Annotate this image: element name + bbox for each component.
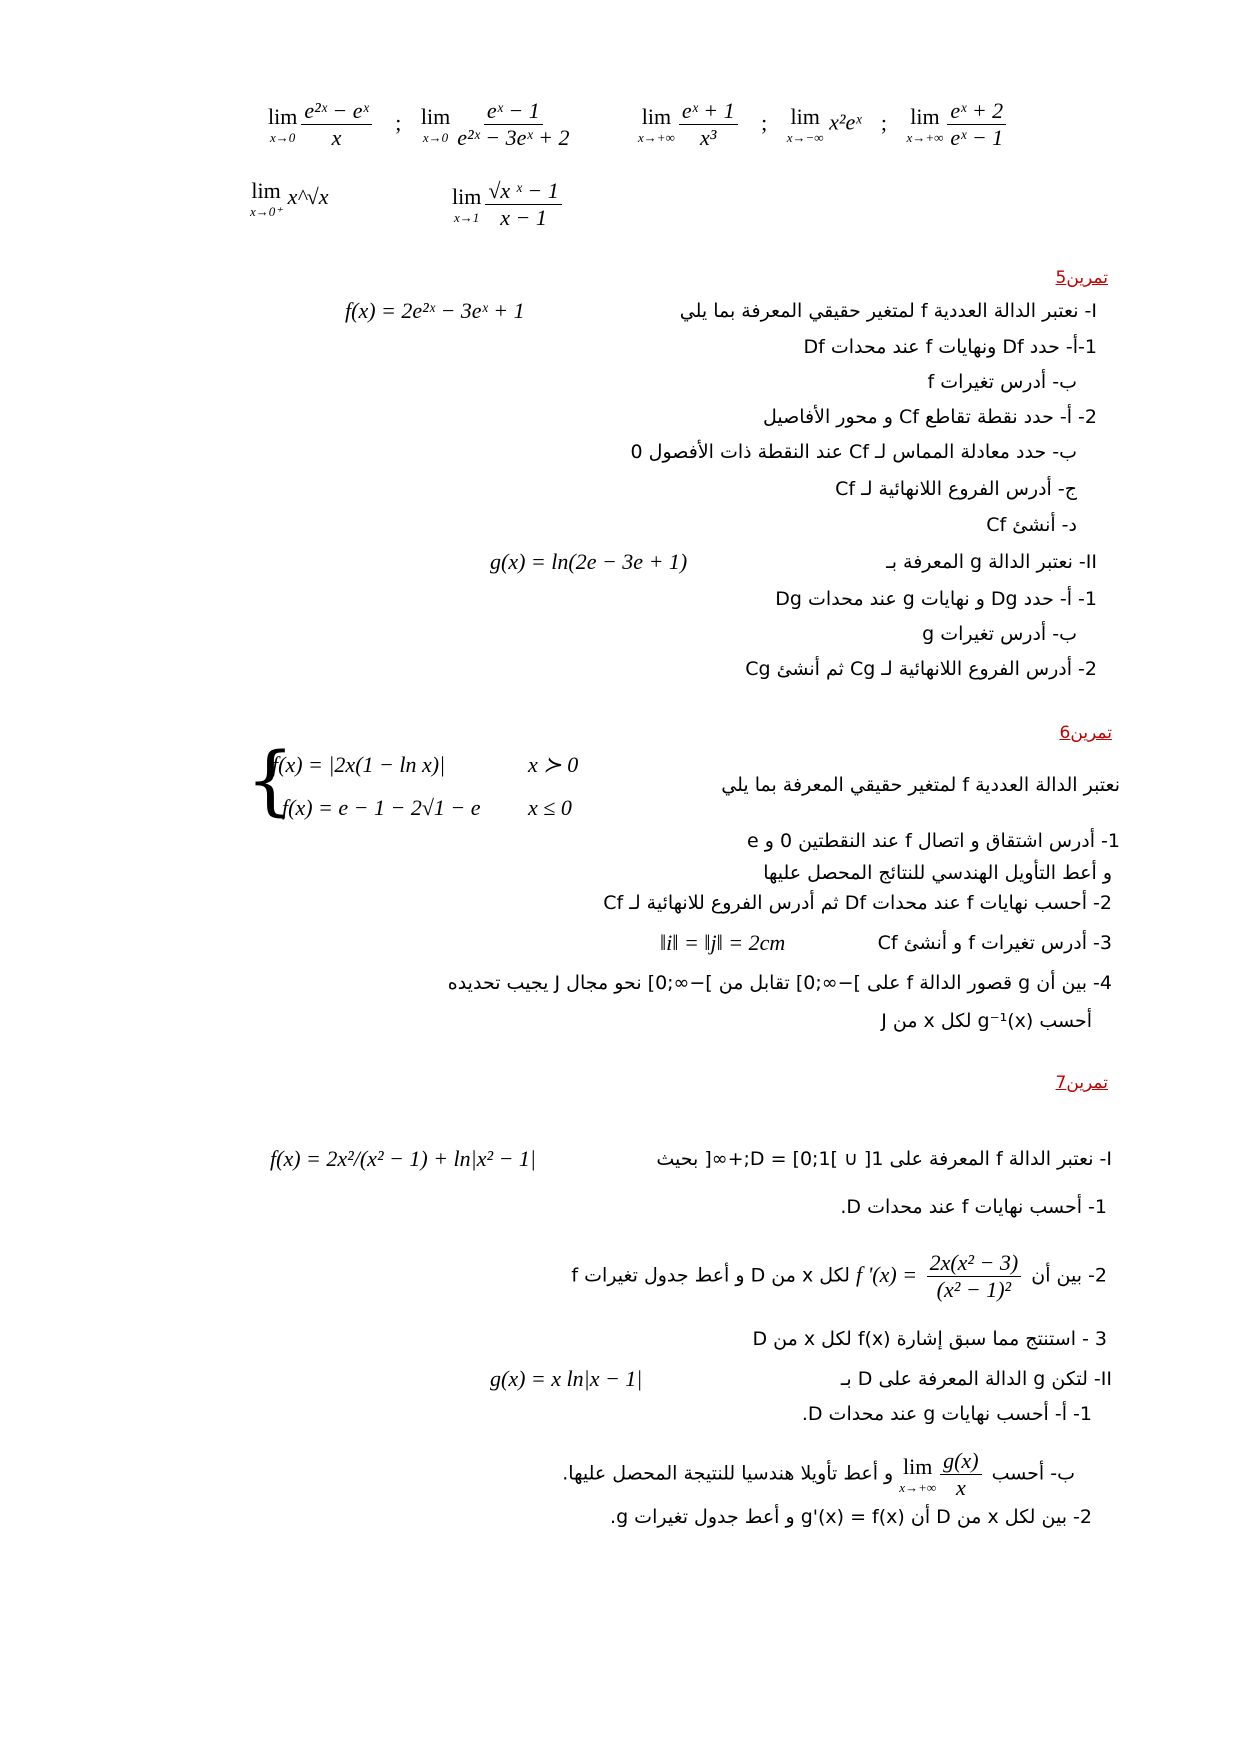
ex5-g1a: 1- أ- حدد Dg و نهايات g عند محدات Dg	[775, 588, 1097, 610]
ex5-q2c: ج- أدرس الفروع اللانهائية لـ Cf	[835, 478, 1077, 500]
ex6-intro: نعتبر الدالة العددية f لمتغير حقيقي المعرفة بما يلي	[721, 774, 1120, 796]
ex6-case1-formula: f(x) = |2x(1 − ln x)|	[272, 752, 446, 777]
ex6-q1b: و أعط التأويل الهندسي للنتائج المحصل عليها	[763, 862, 1112, 884]
ex5-part2-statement: II- نعتبر الدالة g المعرفة بـ	[886, 551, 1097, 573]
ex6-case1-condition: x ≻ 0	[528, 752, 579, 777]
limit-7: lim x→1	[452, 183, 482, 225]
ex6-case2-condition: x ≤ 0	[528, 795, 572, 820]
ex7-g-formula: g(x) = x ln|x − 1|	[490, 1366, 643, 1391]
ex5-q2a: 2- أ- حدد نقطة تقاطع Cf و محور الأفاصيل	[763, 406, 1097, 428]
ex6-q3: 3- أدرس تغيرات f و أنشئ Cf	[877, 932, 1112, 954]
exercise-7-title: تمرين7	[1055, 1073, 1108, 1093]
ex7-g-limit: lim x→+∞ $\frac{g(x)}{x}$	[899, 1460, 985, 1485]
ex5-g1b: ب- أدرس تغيرات g	[922, 623, 1077, 645]
limits-row-1b: lim x→+∞ $\frac{\text{eˣ + 1}}{\text{x³}}$ ; lim x→−∞ x²eˣ ; lim x→+∞ $\frac{\text{eˣ + 2}}{\text{eˣ − 1}}$	[638, 98, 1010, 151]
limit-4: lim x→−∞	[786, 103, 824, 145]
limits-row-1: lim x→0 $\frac{\text{e²ˣ − eˣ}}{x}$ ; lim x→0 $\frac{\text{eˣ − 1}}{\text{e²ˣ − 3eˣ + 2}}$	[268, 98, 570, 150]
ex5-q1a: 1-أ- حدد Df ونهايات f عند محدات Df	[803, 336, 1097, 358]
ex7-part2-statement: II- لتكن g الدالة المعرفة على D بـ	[840, 1368, 1112, 1390]
limit-6: lim x→0⁺	[250, 178, 283, 219]
ex7-fprime-formula: f '(x) = $\frac{\text{2x(x² − 3)}}{\text{(x² − 1)²}}$	[856, 1262, 1025, 1287]
ex5-f-formula: f(x) = 2e²ˣ − 3eˣ + 1	[345, 298, 525, 323]
ex5-g2: 2- أدرس الفروع اللانهائية لـ Cg ثم أنشئ Cg	[745, 658, 1097, 680]
ex6-q1: 1- أدرس اشتقاق و اتصال f عند النقطتين 0 و e	[746, 830, 1120, 852]
limit-3: lim x→+∞	[638, 103, 675, 145]
limit-5: lim x→+∞	[906, 103, 944, 145]
limit-2: lim x→0	[420, 103, 451, 145]
limits-row-2: lim x→0⁺ x^√x	[250, 178, 329, 219]
ex6-unit-vectors: ‖i‖ = ‖j‖ = 2cm	[660, 930, 786, 955]
ex5-g-formula: g(x) = ln(2e − 3e + 1)	[490, 549, 688, 574]
ex7-part1-statement: I- نعتبر الدالة f المعرفة على D = [0;1[ ∪ ]1;+∞[ بحيث	[656, 1148, 1112, 1170]
ex5-part1-statement: I- نعتبر الدالة العددية f لمتغير حقيقي المعرفة بما يلي	[679, 300, 1097, 322]
ex6-case2-formula: f(x) = e − 1 − 2√1 − e	[282, 795, 481, 820]
ex6-q2: 2- أحسب نهايات f عند محدات Df ثم أدرس الفروع للانهائية لـ Cf	[603, 892, 1112, 914]
ex6-q4b: أحسب g⁻¹(x) لكل x من J	[881, 1010, 1092, 1032]
ex7-q2: 2- بين أن f '(x) = $\frac{\text{2x(x² − 3)}}{\text{(x² − 1)²}}$ لكل x من D و أعط جدول تغيرات f	[571, 1250, 1107, 1302]
exercise-5-title: تمرين5	[1055, 268, 1108, 288]
ex7-g1a: 1- أ- أحسب نهايات g عند محدات D.	[801, 1403, 1092, 1425]
exercise-6-title: تمرين6	[1059, 723, 1112, 743]
ex5-q1b: ب- أدرس تغيرات f	[927, 371, 1077, 393]
ex7-f-formula: f(x) = 2x²/(x² − 1) + ln|x² − 1|	[270, 1146, 536, 1171]
ex6-q4: 4- بين أن g قصور الدالة f على ]−∞;0] تقابل من ]−∞;0] نحو مجال J يجيب تحديده	[447, 972, 1112, 994]
limit-1: lim x→0	[268, 103, 298, 145]
limits-row-2b: lim x→1 $\frac{\text{√x ˣ − 1}}{x - 1}$	[452, 178, 566, 231]
ex7-g1b: ب- أحسب lim x→+∞ $\frac{g(x)}{x}$ و أعط تأويلا هندسيا للنتيجة المحصل عليها.	[562, 1448, 1075, 1500]
ex6-brace: {	[246, 735, 295, 824]
ex7-g2: 2- بين لكل x من D أن g'(x) = f(x) و أعط جدول تغيرات g.	[610, 1506, 1092, 1528]
ex7-q1: 1- أحسب نهايات f عند محدات D.	[840, 1196, 1107, 1218]
ex5-q2b: ب- حدد معادلة المماس لـ Cf عند النقطة ذات الأفصول 0	[630, 441, 1077, 463]
ex7-q3: 3 - استنتج مما سبق إشارة f(x) لكل x من D	[752, 1328, 1107, 1350]
ex5-q2d: د- أنشئ Cf	[986, 514, 1077, 536]
